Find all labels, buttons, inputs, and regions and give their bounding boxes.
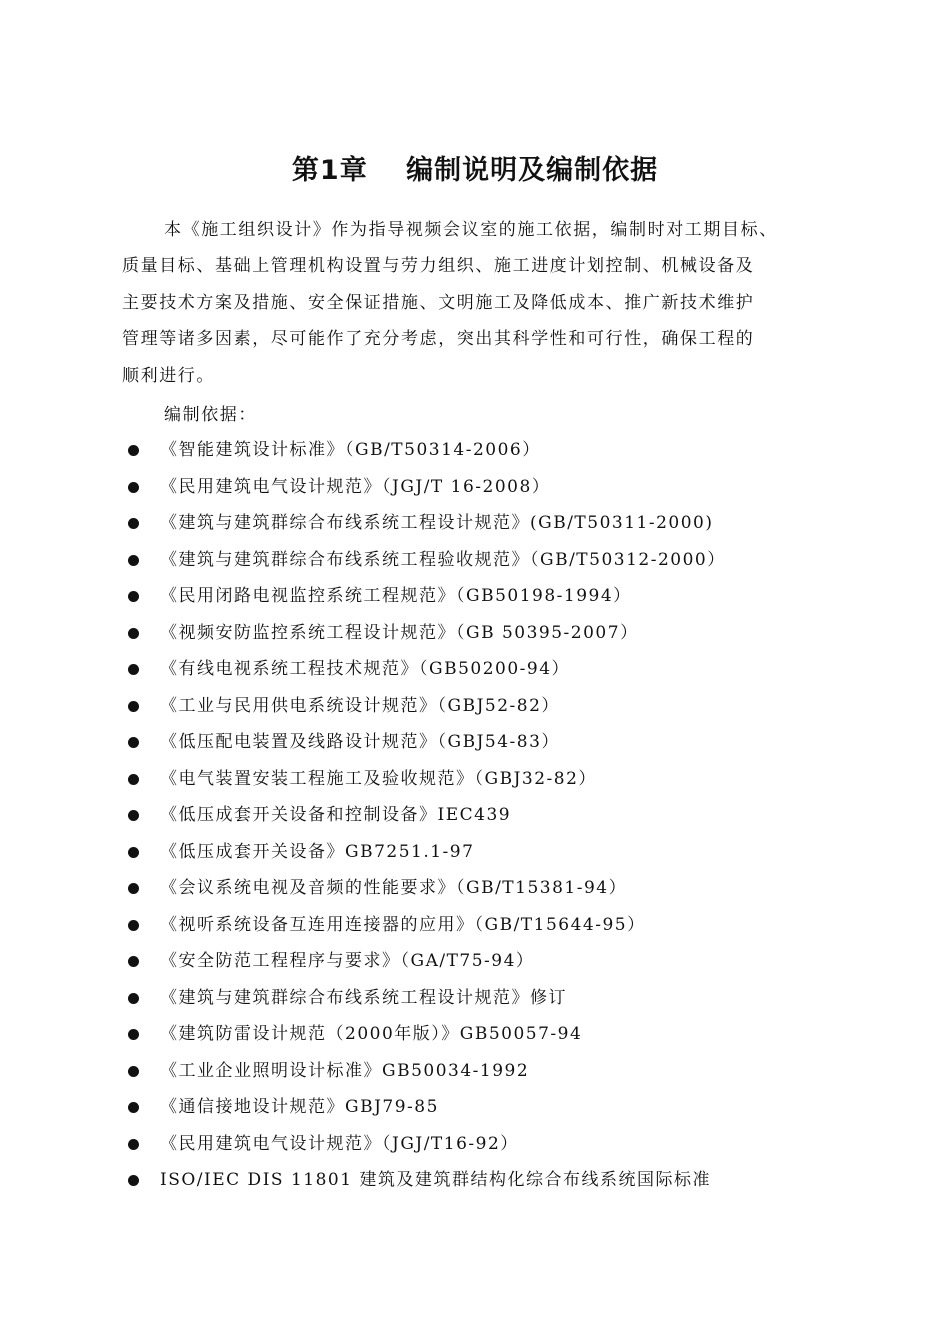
reference-text: 《建筑与建筑群综合布线系统工程设计规范》修订 <box>160 987 567 1008</box>
reference-text: 《通信接地设计规范》GBJ79-85 <box>160 1097 439 1117</box>
bullet-icon <box>128 518 139 529</box>
bullet-icon <box>128 774 139 785</box>
reference-item <box>124 505 884 542</box>
chapter-title: 第1章 编制说明及编制依据 <box>291 155 659 186</box>
reference-text: 《视频安防监控系统工程设计规范》（GB 50395-2007） <box>160 622 639 643</box>
reference-text: 《民用闭路电视监控系统工程规范》（GB50198-1994） <box>160 586 632 606</box>
reference-item <box>124 1016 884 1053</box>
intro-line: 顺利进行。 <box>122 365 215 386</box>
bullet-icon <box>128 482 139 493</box>
intro-line: 本《施工组织设计》作为指导视频会议室的施工依据，编制时对工期目标、 <box>164 220 778 240</box>
reference-text: 《低压配电装置及线路设计规范》（GBJ54-83） <box>160 732 560 752</box>
reference-item <box>124 724 884 761</box>
bullet-icon <box>128 1029 139 1040</box>
intro-paragraph <box>122 212 862 394</box>
reference-item <box>124 907 884 944</box>
bullet-icon <box>128 993 139 1004</box>
reference-text: 《会议系统电视及音频的性能要求》（GB/T15381-94） <box>160 878 628 898</box>
reference-item <box>124 980 884 1017</box>
reference-text: 《电气装置安装工程施工及验收规范》（GBJ32-82） <box>160 768 597 789</box>
bullet-icon <box>128 737 139 748</box>
bullet-icon <box>128 956 139 967</box>
reference-text: 《有线电视系统工程技术规范》（GB50200-94） <box>160 659 571 679</box>
reference-item <box>124 615 884 652</box>
reference-item <box>124 542 884 579</box>
reference-text: 《民用建筑电气设计规范》（JGJ/T 16-2008） <box>160 476 551 497</box>
bullet-icon <box>128 920 139 931</box>
bullet-icon <box>128 1066 139 1077</box>
reference-item <box>124 688 884 725</box>
reference-item <box>124 432 884 469</box>
reference-text: 《低压成套开关设备》GB7251.1-97 <box>160 841 475 862</box>
reference-text: 《工业企业照明设计标准》GB50034-1992 <box>160 1060 530 1081</box>
basis-heading: 编制依据： <box>164 405 257 425</box>
reference-text: 《建筑防雷设计规范（2000年版）》GB50057-94 <box>160 1024 583 1044</box>
bullet-icon <box>128 555 139 566</box>
reference-text: 《智能建筑设计标准》（GB/T50314-2006） <box>160 440 541 460</box>
reference-item <box>124 1126 884 1163</box>
bullet-icon <box>128 1102 139 1113</box>
bullet-icon <box>128 847 139 858</box>
reference-item <box>124 870 884 907</box>
reference-text: 《建筑与建筑群综合布线系统工程验收规范》（GB/T50312-2000） <box>160 549 726 570</box>
reference-text: 《低压成套开关设备和控制设备》IEC439 <box>160 805 512 825</box>
reference-item <box>124 943 884 980</box>
bullet-icon <box>128 1139 139 1150</box>
bullet-icon <box>128 810 139 821</box>
reference-item <box>124 761 884 798</box>
intro-line: 管理等诸多因素，尽可能作了充分考虑，突出其科学性和可行性，确保工程的 <box>122 329 755 350</box>
reference-item <box>124 797 884 834</box>
bullet-icon <box>128 591 139 602</box>
reference-text: 《建筑与建筑群综合布线系统工程设计规范》(GB/T50311-2000) <box>160 513 714 533</box>
bullet-icon <box>128 445 139 456</box>
bullet-icon <box>128 1175 139 1186</box>
bullet-icon <box>128 883 139 894</box>
bullet-icon <box>128 701 139 712</box>
reference-item <box>124 1162 884 1199</box>
reference-item <box>124 834 884 871</box>
reference-item <box>124 651 884 688</box>
bullet-icon <box>128 664 139 675</box>
reference-item <box>124 1089 884 1126</box>
intro-line: 主要技术方案及措施、安全保证措施、文明施工及降低成本、推广新技术维护 <box>122 292 755 313</box>
reference-text: 《视听系统设备互连用连接器的应用》（GB/T15644-95） <box>160 914 646 935</box>
reference-text: ISO/IEC DIS 11801 建筑及建筑群结构化综合布线系统国际标准 <box>160 1170 711 1190</box>
reference-text: 《工业与民用供电系统设计规范》（GBJ52-82） <box>160 695 560 716</box>
reference-item <box>124 469 884 506</box>
reference-text: 《民用建筑电气设计规范》（JGJ/T16-92） <box>160 1133 519 1154</box>
reference-item <box>124 1053 884 1090</box>
reference-list <box>124 432 884 1199</box>
reference-item <box>124 578 884 615</box>
intro-line: 质量目标、基础上管理机构设置与劳力组织、施工进度计划控制、机械设备及 <box>122 256 755 277</box>
bullet-icon <box>128 628 139 639</box>
reference-text: 《安全防范工程程序与要求》（GA/T75-94） <box>160 951 535 971</box>
